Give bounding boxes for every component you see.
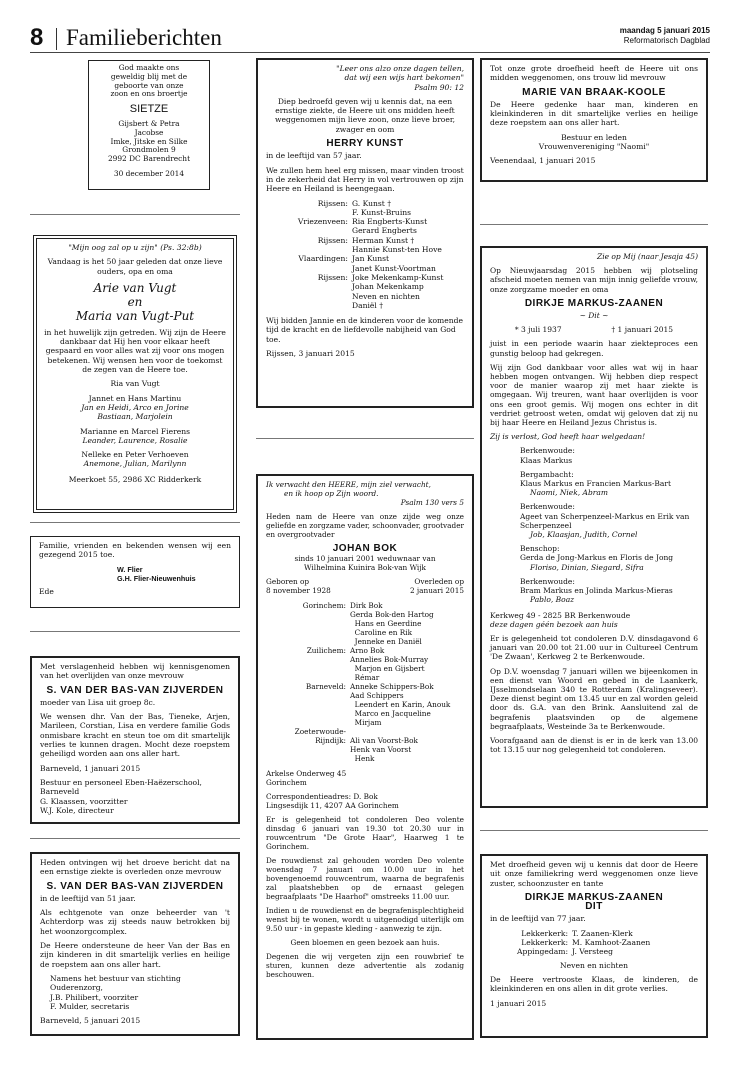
page-header <box>30 22 710 53</box>
family-names: Gerda de Jong-Markus en Floris de Jong <box>520 553 674 563</box>
family-place: Berkenwoude: <box>520 502 575 512</box>
born-date: 8 november 1928 <box>266 586 331 595</box>
family-row <box>266 245 464 254</box>
signature: G.H. Flier-Nieuwenhuis <box>117 573 196 583</box>
family-row <box>266 628 464 637</box>
family-names: Bram Markus en Jolinda Markus-Mieras <box>520 586 673 596</box>
family-row <box>266 745 464 754</box>
address: Gorinchem <box>266 778 307 787</box>
address: Arkelse Onderweg 45 <box>266 769 347 778</box>
family-place: Berkenwoude: <box>520 576 575 586</box>
family-names: Henk <box>350 754 375 763</box>
text-line: 2992 DC Barendrecht <box>107 154 191 164</box>
family-row <box>266 226 464 235</box>
paper-name: Reformatorisch Dagblad <box>623 36 710 45</box>
family-place <box>266 245 352 254</box>
family-names: Aad Schippers <box>350 691 404 700</box>
family-names: Gerard Engberts <box>352 226 417 236</box>
deceased-name: MARIE VAN BRAAK-KOOLE <box>522 86 666 98</box>
family-names: Marjon en Gijsbert <box>350 664 425 673</box>
family-row <box>266 709 464 718</box>
condolence-koole <box>480 58 708 182</box>
family-list <box>266 601 464 763</box>
separator <box>480 224 708 225</box>
born-label: Geboren op <box>266 577 310 586</box>
family-kids: Leander, Laurence, Rosalie <box>82 435 188 445</box>
body-text: Als echtgenote van onze beheerder van 't Achterdorp was zij steeds nauw betrokken bij het woonzorgcomplex. <box>40 908 230 936</box>
body-text: Wij zijn God dankbaar voor alles wat wij in haar hebben mogen ontvangen. Wij hebben diep respect voor de manier waarop zij met haar ziekte is omgegaan. Wij treuren, want haar overlijden is voor ons een groot gemis. Wij mogen ons echter in dit verdriet getroost weten, omdat wij geloven dat zij nu bij haar Heere en Heiland Jezus Christus is. <box>490 362 698 428</box>
family-group <box>520 470 698 498</box>
family-names: Marco en Jacqueline <box>350 709 431 718</box>
separator <box>30 631 240 632</box>
address: Kerkweg 49 - 2825 BR Berkenwoude <box>490 610 631 620</box>
signature: Namens het bestuur van stichting Ouderenzorg, <box>50 973 181 993</box>
dates-row <box>266 577 464 595</box>
deceased-name: S. VAN DER BAS-VAN ZIJVERDEN <box>46 684 224 696</box>
family-names: F. Kunst-Bruins <box>352 207 412 217</box>
family-names: Hans en Geerdine <box>350 619 422 628</box>
family-row <box>266 700 464 709</box>
subtitle: sinds 10 januari 2001 weduwnaar van <box>294 554 436 563</box>
family-place <box>266 610 350 619</box>
text-line: God maakte ons <box>118 63 180 72</box>
age: in de leeftijd van 57 jaar. <box>266 151 362 161</box>
family-names: Joke Mekenkamp-Kunst <box>352 272 444 282</box>
intro-text: Vandaag is het 50 jaar geleden dat onze lieve ouders, opa en oma <box>47 257 223 276</box>
family-names: Neven en nichten <box>352 291 420 301</box>
family-line: Ria van Vugt <box>110 379 160 389</box>
quote: Ik verwacht den HEERE, mijn ziel verwacht, <box>266 480 431 489</box>
body-text: in het huwelijk zijn getreden. Wij zijn de Heere dankbaar dat Hij hen voor elkaar heeft gespaard en voor alles wat zij voor ons mogen betekenen. Wij wensen hen voor de toekomst de zegen van de Heere toe. <box>44 327 226 375</box>
body-text: Er is gelegenheid tot condoleren Deo volente dinsdag 6 januari van 19.30 tot 20.30 uur in rouwcentrum "De Grote Haar", Haarweg 1 te Gorinchem. <box>266 815 464 851</box>
family-row <box>490 929 698 938</box>
section-title: Familieberichten <box>66 25 222 50</box>
signature: Bestuur en personeel Eben-Haëzerschool, Barneveld <box>40 777 202 797</box>
family-place <box>266 691 350 700</box>
family-place <box>266 628 350 637</box>
header-divider <box>56 28 57 50</box>
family-row <box>266 655 464 664</box>
family-names: Arno Bok <box>350 646 385 655</box>
family-names: Jan Kunst <box>352 254 390 264</box>
family-names: Caroline en Rik <box>350 628 413 637</box>
address: Meerkoet 55, 2986 XC Ridderkerk <box>68 474 202 484</box>
body-text: Indien u de rouwdienst en de begrafenisplechtigheid wenst bij te wonen, wordt u uitgenodigd uiterlijk om 9.50 uur - in gepaste kleding - aanwezig te zijn. <box>266 906 464 933</box>
family-names: Klaas Markus <box>520 455 573 465</box>
body-text: Op D.V. woensdag 7 januari willen we bijeenkomen in een dienst van Woord en gebed in de Laankerk, IJsselmondselaan 340 te Rotterdam (Kralingseveer). Deze dienst begint om 13.45 uur en zal worden geleid door ds. G.A. van den Brink. Aansluitend zal de begrafenis plaatsvinden op de algemene begraafplaats, Westeinde 3a te Berkenwoude. <box>490 666 698 731</box>
page-number: 8 <box>30 24 44 51</box>
quote: en ik hoop op Zijn woord. <box>284 489 379 498</box>
family-kids: Naomi, Niek, Abram <box>530 488 608 498</box>
body-text: De Heere ondersteune de heer Van der Bas en zijn kinderen in dit smartelijk verlies en heilige de roepstem aan ons aller hart. <box>40 941 230 969</box>
family-row <box>266 254 464 263</box>
died-label: Overleden op <box>414 577 464 586</box>
family-row <box>266 754 464 763</box>
age: in de leeftijd van 77 jaar. <box>490 914 586 924</box>
family-place <box>266 655 350 664</box>
separator <box>30 522 240 523</box>
header-date <box>620 26 710 46</box>
deceased-nickname: DIT <box>585 901 603 913</box>
family-place: Rijssen: <box>317 272 348 282</box>
family-row <box>266 619 464 628</box>
family-place <box>266 745 350 754</box>
family-place: Benschop: <box>520 544 560 554</box>
body-text: We wensen dhr. Van der Bas, Tieneke, Arjen, Marileen, Corstian, Lisa en verdere familie Gods onmisbare kracht en steun toe om dit smartelijk verlies te kunnen dragen. Mocht deze roepstem geheiligd worden aan ons aller hart. <box>40 712 230 759</box>
family-row <box>266 736 464 745</box>
family-row <box>266 282 464 291</box>
quote: Zie op Mij (naar Jesaja 45) <box>596 252 698 261</box>
signature: J.B. Philibert, voorziter <box>50 992 139 1002</box>
family-kids: Jan en Heidi, Arco en Jorine <box>81 402 189 412</box>
birth-announcement <box>88 60 210 190</box>
text-line: geweldig blij met de <box>110 71 188 81</box>
intro-text: Met verslagenheid hebben wij kennisgenomen van het overlijden van onze mevrouw <box>40 662 230 681</box>
family-place <box>266 754 350 763</box>
family-row <box>266 673 464 682</box>
family-place <box>266 282 352 291</box>
family-row <box>266 637 464 646</box>
family-place <box>266 226 352 235</box>
family-names: M. Kamhoot-Zaanen <box>572 938 651 948</box>
family-row <box>490 947 698 956</box>
family-names: Johan Mekenkamp <box>352 282 424 292</box>
family-group <box>520 577 698 605</box>
family-row <box>266 691 464 700</box>
family-row <box>266 601 464 610</box>
family-names: Herman Kunst † <box>352 235 415 245</box>
family-row <box>266 217 464 226</box>
family-row <box>266 646 464 655</box>
signature: W. Flier <box>117 564 143 574</box>
subtitle: Wilhelmina Kuinira Bok-van Wijk <box>304 563 426 572</box>
obituary-bok <box>256 474 474 1040</box>
family-place: Zoeterwoude- <box>294 727 346 736</box>
signature: G. Klaassen, voorzitter <box>40 796 128 806</box>
deceased-name: HERRY KUNST <box>326 138 404 150</box>
family-place: Barneveld: <box>305 682 346 691</box>
subtitle: moeder van Lisa uit groep 8c. <box>40 697 156 707</box>
body-text: Er is gelegenheid tot condoleren D.V. dinsdagavond 6 januari van 20.00 tot 21.00 uur in Cultureel Centrum 'De Zwaan', Kerkweg 2 te Berkenwoude. <box>490 633 698 662</box>
obituary-zaanen-family <box>480 854 708 1038</box>
child-name: SIETZE <box>129 103 169 116</box>
family-list <box>490 929 698 957</box>
body-text: Wij bidden Jannie en de kinderen voor de komende tijd de kracht en de liefdevolle nabijheid van God toe. <box>266 316 463 344</box>
body-text: juist in een periode waarin haar ziekteproces een gunstig beloop had gekregen. <box>490 339 698 358</box>
family-kids: Anemone, Julian, Marilynn <box>83 459 187 469</box>
deceased-name: JOHAN BOK <box>332 543 398 554</box>
separator <box>30 214 240 215</box>
family-names: Ageet van Scherpenzeel-Markus en Erik van Scherpenzeel <box>520 511 690 530</box>
family-place <box>266 700 350 709</box>
body-text: De Heere gedenke haar man, kinderen en kleinkinderen in dit smartelijke verlies en heilige deze roepstem aan ons aller hart. <box>490 99 698 128</box>
family-group <box>520 446 698 464</box>
name-husband: Arie van Vugt <box>93 280 177 295</box>
body-text: Voorafgaand aan de dienst is er in de kerk van 13.00 tot 13.15 uur nog gelegenheid tot condoleren. <box>490 735 698 755</box>
deceased-name: S. VAN DER BAS-VAN ZIJVERDEN <box>46 880 224 892</box>
intro-text: Tot onze grote droefheid heeft de Heere uit ons midden weggenomen, ons trouw lid mevrouw <box>490 64 698 83</box>
family-place: Rijndijk: <box>315 736 346 745</box>
body-text: De rouwdienst zal gehouden worden Deo volente woensdag 7 januari om 10.00 uur in het bovengenoemd rouwcentrum, waarna de begrafenis zal plaatshebben op de ernaast gelegen begraafplaats "De Haarhof" omstreeks 11.00 uur. <box>266 856 464 901</box>
family-row <box>266 718 464 727</box>
family-place: Gorinchem: <box>302 601 346 610</box>
anniversary-announcement <box>36 238 234 510</box>
family-names: Rémar <box>350 673 380 682</box>
family-place: Zuilichem: <box>306 646 346 655</box>
family-names: G. Kunst † <box>352 198 392 208</box>
family-place: Rijssen: <box>317 198 348 208</box>
family-names <box>350 727 464 736</box>
family-names: Mirjam <box>350 718 382 727</box>
correspondence: Correspondentieadres: D. Bok <box>266 792 378 801</box>
family-place: Rijssen: <box>317 235 348 245</box>
body-text: Degenen die wij vergeten zijn een rouwbrief te sturen, kunnen deze advertentie als zodanig beschouwen. <box>266 952 464 979</box>
condolence-school <box>30 656 240 824</box>
family-line: Nelleke en Peter Verhoeven <box>81 450 189 460</box>
family-row <box>490 938 698 947</box>
family-names: Annelies Bok-Murray <box>350 655 429 664</box>
family-names: Klaus Markus en Francien Markus-Bart <box>520 479 671 489</box>
body-text: Zij is verlost, God heeft haar welgedaan! <box>490 432 646 442</box>
family-names: Janet Kunst-Voortman <box>352 263 436 273</box>
nickname: ~ Dit ~ <box>579 311 609 321</box>
family-group <box>520 502 698 539</box>
intro-text: Met droefheid geven wij u kennis dat door de Heere uit onze familiekring werd weggenomen onze lieve zuster, schoonzuster en tante <box>490 860 698 888</box>
signature: W.J. Kole, directeur <box>40 805 114 815</box>
family-line: Jannet en Hans Martinu <box>88 393 182 403</box>
family-names: Ria Engberts-Kunst <box>352 217 428 227</box>
intro-text: Diep bedroefd geven wij u kennis dat, na een ernstige ziekte, de Heere uit ons midden heeft weggenomen mijn lieve zoon, onze lieve broer, zwager en oom <box>274 96 456 134</box>
body-text: We zullen hem heel erg missen, maar vinden troost in de zekerheid dat Herry in vol vertrouwen op zijn Heere en Heiland is heengegaan. <box>266 165 464 194</box>
family-line: Neven en nichten <box>560 960 628 970</box>
family-row <box>266 682 464 691</box>
family-row <box>266 208 464 217</box>
family-place: Vriezenveen: <box>297 217 348 227</box>
date-text: maandag 5 januari 2015 <box>619 26 710 35</box>
body-text: De Heere vertrooste Klaas, de kinderen, de kleinkinderen en ons allen in dit grote verlies. <box>490 974 698 994</box>
family-names: Leendert en Karin, Anouk <box>350 700 451 709</box>
dates-row <box>490 325 698 334</box>
family-names: Ali van Voorst-Bok <box>350 736 418 745</box>
text-line: Jacobse <box>134 127 164 137</box>
intro-text: Heden ontvingen wij het droeve bericht dat na een ernstige ziekte is overleden onze mevrouw <box>40 858 230 877</box>
family-list <box>266 199 464 311</box>
family-names: Hannie Kunst-ten Hove <box>352 245 442 255</box>
correspondence: Lingsesdijk 11, 4207 AA Gorinchem <box>266 801 399 810</box>
signature: Bestuur en leden <box>561 132 627 142</box>
family-names: J. Versteeg <box>572 947 613 957</box>
family-names: Anneke Schippers-Bok <box>350 682 434 691</box>
obituary-zaanen <box>480 246 708 808</box>
birth-date: 30 december 2014 <box>113 168 185 178</box>
family-row <box>266 610 464 619</box>
family-row <box>266 727 464 736</box>
family-place: Lekkerkerk: <box>521 928 568 938</box>
family-row <box>266 199 464 208</box>
family-names: Jenneke en Daniël <box>350 637 422 646</box>
family-place <box>266 301 352 310</box>
quote-ref: Psalm 130 vers 5 <box>400 498 464 507</box>
signature: Vrouwenvereniging "Naomi" <box>538 142 650 152</box>
obituary-kunst <box>256 58 474 408</box>
family-names: T. Zaanen-Klerk <box>572 928 633 938</box>
place-date: 1 januari 2015 <box>490 998 547 1008</box>
family-kids: Job, Klaasjan, Judith, Cornel <box>530 530 638 540</box>
family-row <box>266 301 464 310</box>
family-kids: Bastiaan, Marjolein <box>97 412 173 422</box>
text-line: zoon en ons broertje <box>110 89 188 99</box>
family-place: Vlaardingen: <box>298 254 348 264</box>
age: in de leeftijd van 51 jaar. <box>40 893 136 903</box>
family-place <box>266 673 350 682</box>
family-place: Bergambacht: <box>520 469 574 479</box>
family-place: Berkenwoude: <box>520 446 575 456</box>
family-list <box>490 446 698 604</box>
family-place <box>266 637 350 646</box>
family-place <box>266 619 350 628</box>
name-joiner: en <box>127 294 143 309</box>
quote: "Leer ons alzo onze dagen tellen, <box>336 64 464 73</box>
family-group <box>520 544 698 572</box>
separator <box>30 838 240 839</box>
family-place <box>266 208 352 217</box>
place-date: Barneveld, 5 januari 2015 <box>40 1016 141 1026</box>
place-date: Barneveld, 1 januari 2015 <box>40 763 141 773</box>
family-kids: Floriso, Dinian, Siegard, Sifra <box>530 562 644 572</box>
family-row <box>266 236 464 245</box>
address-note: deze dagen géén bezoek aan huis <box>490 619 618 629</box>
family-names: Gerda Bok-den Hartog <box>350 610 434 619</box>
family-place <box>266 292 352 301</box>
family-row <box>266 273 464 282</box>
place-date: Rijssen, 3 januari 2015 <box>266 349 355 359</box>
body-text: Geen bloemen en geen bezoek aan huis. <box>290 938 440 947</box>
family-row <box>266 264 464 273</box>
place-date: Veenendaal, 1 januari 2015 <box>490 156 596 166</box>
text-line: Grondmolen 9 <box>122 145 176 155</box>
family-place <box>266 264 352 273</box>
died-date: 2 januari 2015 <box>409 586 464 595</box>
intro-text: Heden nam de Heere van onze zijde weg onze geliefde en zorgzame vader, schoonvader, grootvader en overgrootvader <box>266 512 464 539</box>
intro-text: Op Nieuwjaarsdag 2015 hebben wij plotseling afscheid moeten nemen van mijn innig geliefde vrouw, onze zorgzame moeder en oma <box>490 266 698 294</box>
family-row <box>266 664 464 673</box>
family-place <box>266 664 350 673</box>
quote: "Mijn oog zal op u zijn" (Ps. 32:8b) <box>68 243 202 252</box>
text-line: geboorte van onze <box>114 80 184 90</box>
name-wife: Maria van Vugt-Put <box>75 308 195 323</box>
family-names: Daniël † <box>352 300 384 310</box>
died-date: † 1 januari 2015 <box>611 325 674 335</box>
family-place: Lekkerkerk: <box>521 938 568 948</box>
quote: dat wij een wijs hart bekomen" <box>344 73 464 83</box>
family-line: Marianne en Marcel Fierens <box>79 426 190 436</box>
quote-ref: Psalm 90: 12 <box>414 82 464 92</box>
signature: F. Mulder, secretaris <box>50 1001 130 1011</box>
born-date: * 3 juli 1937 <box>514 325 562 335</box>
family-kids: Pablo, Boaz <box>530 595 575 605</box>
family-names: Henk van Voorst <box>350 745 412 754</box>
family-row <box>266 292 464 301</box>
family-names: Dirk Bok <box>350 601 383 610</box>
separator <box>256 438 474 439</box>
deceased-name: DIRKJE MARKUS-ZAANEN <box>524 891 664 903</box>
separator <box>480 830 708 831</box>
condolence-foundation <box>30 852 240 1036</box>
body-text: Familie, vrienden en bekenden wensen wij een gezegend 2015 toe. <box>39 541 231 560</box>
family-place <box>266 718 350 727</box>
text-line: Gijsbert & Petra <box>118 118 180 128</box>
greeting-announcement <box>30 536 240 608</box>
family-place: Appingedam: <box>516 947 568 957</box>
family-place <box>266 709 350 718</box>
text-line: Imke, Jitske en Silke <box>110 136 188 146</box>
deceased-name: DIRKJE MARKUS-ZAANEN <box>524 297 664 309</box>
place: Ede <box>39 587 54 597</box>
